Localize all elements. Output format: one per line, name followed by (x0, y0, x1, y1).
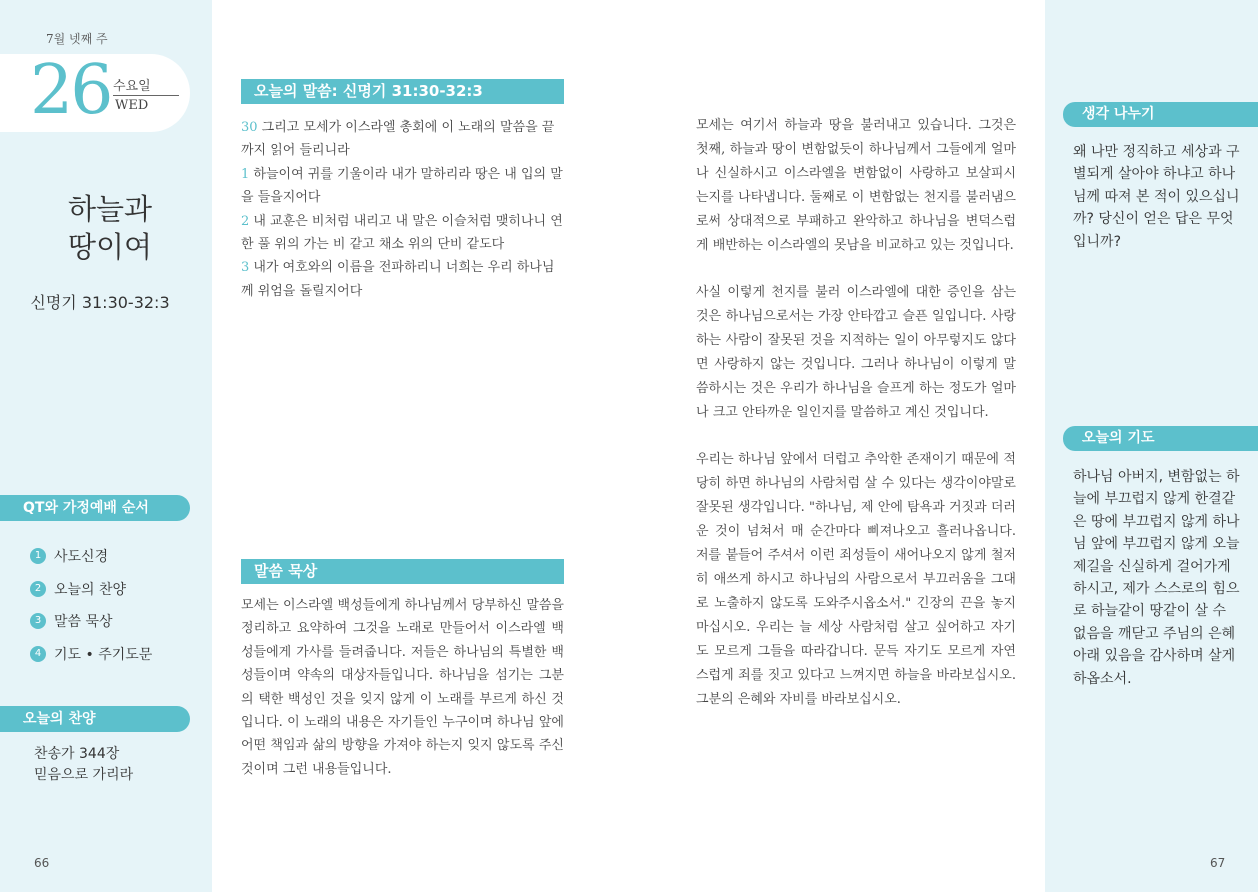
order-item (30, 605, 152, 638)
hymn-heading: 오늘의 찬양 (0, 706, 190, 732)
order-heading: QT와 가정예배 순서 (0, 495, 190, 521)
prayer-heading: 오늘의 기도 (1063, 426, 1258, 451)
hymn-title: 믿음으로 가리라 (34, 767, 134, 783)
number-badge: 2 (30, 581, 46, 597)
verse-text: 내가 여호와의 이름을 전파하리니 너희는 우리 하나님께 위엄을 돌릴지어다 (241, 260, 555, 299)
title-line-2: 땅이여 (67, 230, 153, 264)
weekday-english: WED (115, 98, 149, 113)
hymn-info (34, 744, 133, 786)
verse-number: 1 (241, 166, 250, 182)
scripture-verses (241, 116, 564, 303)
weekday-divider (113, 95, 179, 96)
order-item (30, 638, 152, 671)
number-badge: 1 (30, 548, 46, 564)
day-number: 26 (30, 51, 111, 130)
meditation-paragraph: 우리는 하나님 앞에서 더럽고 추악한 존재이기 때문에 적당히 하면 하나님의 사람처럼 살 수 있다는 생각이야말로 잘못된 생각입니다. "하나님, 제 안에 탐욕과 거짓과 더러운 것이 넘쳐서 매 순간마다 삐져나오고 흘러나옵니다. 저를 붙들어 주셔서 이런 죄성들이 새어나오지 않게 철저히 애쓰게 하시고 하나님의 사람으로서 부끄러움을 그대로 노출하지 않도록 도와주시옵소서." 긴장의 끈을 놓지 마십시오. 우리는 늘 세상 사람처럼 살고 싶어하고 자기도 모르게 그들을 따라갑니다. 문득 자기도 모르게 자연스럽게 죄를 짓고 있다고 느껴지면 하늘을 바라보십시오. 그분의 은혜와 자비를 바라보십시오. (696, 452, 1016, 707)
order-item-label: 사도신경 (54, 549, 109, 566)
order-list (30, 540, 152, 670)
verse (241, 210, 564, 257)
verse-number: 2 (241, 213, 250, 229)
meditation-continued (696, 114, 1016, 735)
verse-text: 그리고 모세가 이스라엘 총회에 이 노래의 말씀을 끝까지 읽어 들리니라 (241, 120, 555, 159)
scripture-reference: 신명기 31:30-32:3 (30, 293, 170, 312)
page-title (20, 190, 200, 266)
order-item (30, 573, 152, 606)
order-item (30, 540, 152, 573)
verse-text: 하늘이여 귀를 기울이라 내가 말하리라 땅은 내 입의 말을 들을지어다 (241, 166, 563, 206)
verse-text: 내 교훈은 비처럼 내리고 내 말은 이슬처럼 맺히나니 연한 풀 위의 가는 비 같고 채소 위의 단비 같도다 (241, 213, 563, 253)
hymn-number: 찬송가 344장 (34, 746, 120, 762)
meditation-paragraph: 모세는 여기서 하늘과 땅을 불러내고 있습니다. 그것은 첫째, 하늘과 땅이 변함없듯이 하나님께서 그들에게 얼마나 신실하시고 이스라엘을 변함없이 사랑하고 보살피시는지를 나타냅니다. 둘째로 이 변함없는 천지를 불러냄으로써 상대적으로 부패하고 완악하고 하나님을 변덕스럽게 배반하는 이스라엘의 못남을 비교하고 있는 것입니다. (696, 118, 1016, 253)
number-badge: 3 (30, 613, 46, 629)
verse-number: 30 (241, 120, 258, 135)
verse-number: 3 (241, 260, 250, 276)
order-item-label: 말씀 묵상 (54, 614, 113, 631)
scripture-heading: 오늘의 말씀: 신명기 31:30-32:3 (241, 79, 564, 104)
share-heading: 생각 나누기 (1063, 102, 1258, 127)
prayer-text: 하나님 아버지, 변함없는 하늘에 부끄럽지 않게 한결같은 땅에 부끄럽지 않게 하나님 앞에 부끄럽지 않게 오늘 제길을 신실하게 걸어가게 하시고, 제가 스스로의 힘으로 하늘같이 땅같이 살 수 없음을 깨닫고 주님의 은혜 아래 있음을 감사하며 살게 하옵소서. (1073, 469, 1240, 687)
week-label: 7월 넷째 주 (46, 32, 108, 46)
meditation-paragraph: 사실 이렇게 천지를 불러 이스라엘에 대한 증인을 삼는 것은 하나님으로서는 가장 안타깝고 슬픈 일입니다. 사랑하는 사람이 잘못된 것을 지적하는 일이 아무렇지도 않다면 사랑하지 않는 것입니다. 그러나 하나님이 이렇게 말씀하시는 것은 우리가 하나님을 슬프게 하는 정도가 얼마나 크고 안타까운 일인지를 말씀하고 계신 것입니다. (696, 285, 1016, 420)
weekday-korean: 수요일 (113, 79, 151, 94)
meditation-paragraph: 모세는 이스라엘 백성들에게 하나님께서 당부하신 말씀을 정리하고 요약하여 그것을 노래로 만들어서 이스라엘 백성들에게 가사를 들려줍니다. 저들은 하나님의 특별한 백성들이며 약속의 대상자들입니다. 하나님을 섬기는 그분의 택한 백성인 것을 잊지 않게 이 노래를 부르게 하신 것입니다. 이 노래의 내용은 자기들인 누구이며 하나님 앞에 어떤 책임과 삶의 방향을 가져야 하는지 잊지 않도록 주신 것이며 그런 내용들입니다. (241, 598, 564, 777)
order-item-label: 기도 • 주기도문 (54, 646, 153, 663)
share-text: 왜 나만 정직하고 세상과 구별되게 살아야 하냐고 하나님께 따져 본 적이 있으십니까? 당신이 얻은 답은 무엇입니까? (1073, 144, 1240, 250)
page-number-left: 66 (34, 856, 50, 870)
verse (241, 163, 564, 210)
verse (241, 116, 564, 163)
meditation-heading: 말씀 묵상 (241, 559, 564, 584)
page-number-right: 67 (1210, 856, 1226, 870)
number-badge: 4 (30, 646, 46, 662)
title-line-1: 하늘과 (67, 192, 153, 226)
verse (241, 256, 564, 303)
order-item-label: 오늘의 찬양 (54, 581, 127, 598)
